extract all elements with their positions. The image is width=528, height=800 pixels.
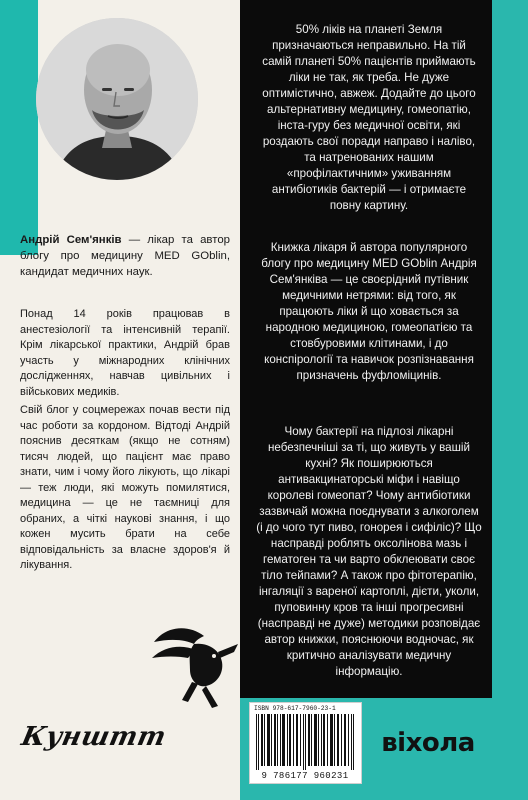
isbn-label: ISBN 978-617-7960-23-1 — [254, 705, 336, 712]
author-bio — [20, 232, 230, 280]
black-bird-figure-icon — [148, 622, 248, 712]
description-paragraph-3: Чому бактерії на підлозі лікарні небезпечніші за ті, що живуть у вашій кухні? Як поширюються антивакцинаторські міфи і навіщо королеві гомеопат? Чому антибіотики зазвичай можна поєднувати з алкоголем (і до чого тут пиво, гонорея і сифіліс)? Що насправді роблять оксолінова мазь і гематоген та чи варто обклеювати своє тіло тейпами? А також про фітотерапію, інгаляції з вареної картоплі, дієти, уколи, пуповинну кров та інші прогресивні (насправді не дуже) методики розповідає автор книжки, пояснюючи водночас, як критично аналізувати медичну інформацію. — [256, 425, 482, 678]
barcode-number: 9 786177 960231 — [261, 771, 349, 781]
author-name: Андрій Сем'янків — [20, 234, 122, 246]
teal-accent-strip — [0, 0, 38, 255]
author-portrait — [36, 18, 198, 180]
author-blog-paragraph: Свій блог у соцмережах почав вести під час роботи за кордоном. Відтоді Андрій пояснив десяткам (якщо не сотням) тисяч людей, що пацієнт має право знати, чим і чому його лікують, що лікарі — теж люди, які можуть помилятися, медицина — це не таємниці для обраних, а чіткі наукові знання, і що кожен мусить брати на себе відповідальність за власне здоров'я й лікування. — [20, 404, 230, 571]
publisher-logo-kunsht: Кунштт — [18, 722, 169, 752]
description-paragraph-2: Книжка лікаря й автора популярного блогу про медицину MED GOblin Андрія Сем'янківа — це своєрідний путівник медичними нетрями: від того, як працюють ліки й що ховається за народною медициною, гомеопатією та стовбуровими клітинами, і до конспірології та навичок розпізнавання призначень фуфломіцинів. — [261, 241, 477, 382]
publisher-logo-vikhola: віхола — [381, 728, 475, 758]
author-portrait-icon — [36, 18, 198, 180]
author-experience-paragraph: Понад 14 років працював в анестезіології та інтенсивній терапії. Крім лікарської практики, Андрій брав участь у міжнародних клінічних дослідженнях, навчав цивільних і військових медиків. — [20, 308, 230, 398]
author-intro: — лікар та автор блогу про медицину MED GOblin, кандидат медичних наук. — [20, 234, 230, 278]
description-paragraph-1: 50% ліків на планеті Земля призначаються неправильно. На тій самій планеті 50% пацієнтів приймають ліки не так, як треба. Не дуже оптимістично, авжеж. Додайте до цього альтернативну медицину, гомеопатію, інста-гуру без медичної освіти, які роздають свої поради направо і наліво, та натренованих нашим «профілактичним» уживанням антибіотиків бактерій — і отримаєте повну картину. — [262, 23, 476, 212]
